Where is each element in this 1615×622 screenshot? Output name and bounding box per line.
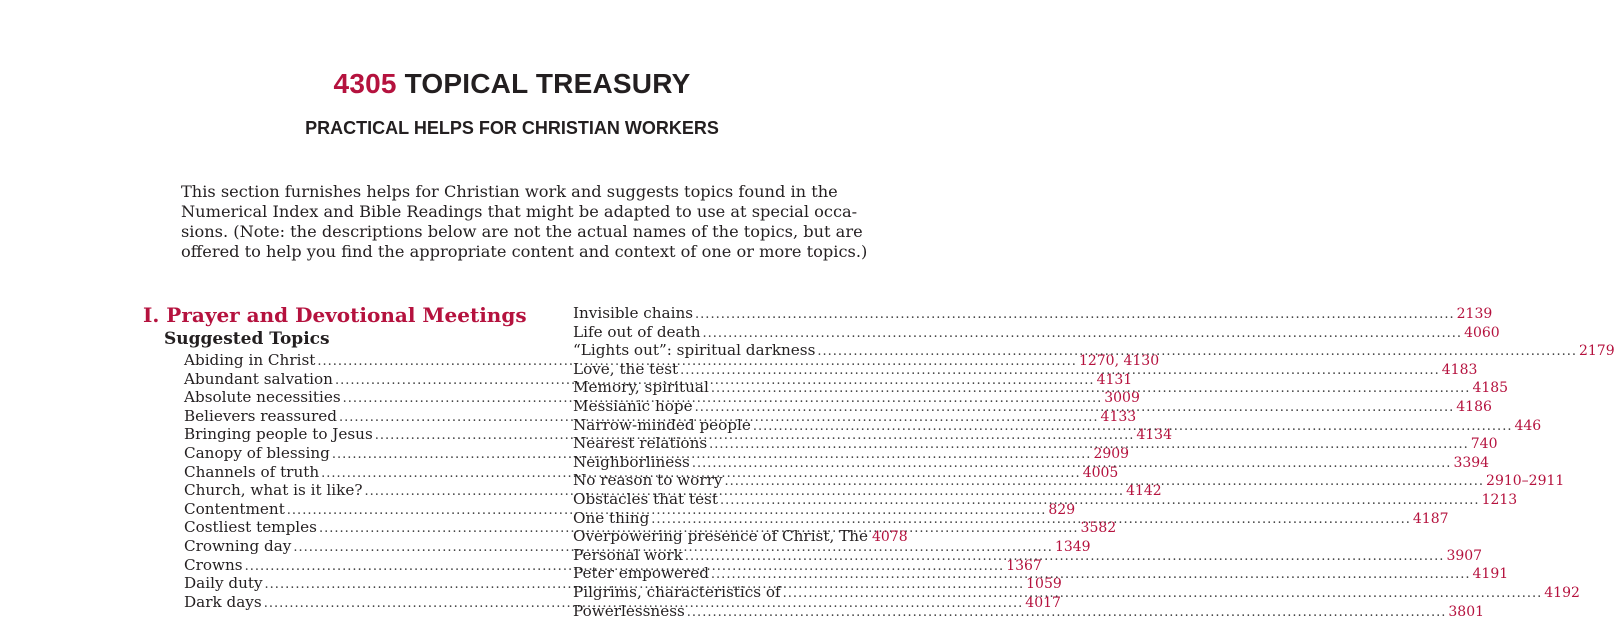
topic-reference: 4192 bbox=[1544, 584, 1580, 603]
topic-label: No reason to worry bbox=[573, 471, 722, 490]
intro-line: offered to help you find the appropriate content and context of one or more topics.) bbox=[181, 242, 857, 262]
topic-entry bbox=[573, 304, 896, 323]
topic-reference: 4186 bbox=[1456, 398, 1492, 417]
intro-line: sions. (Note: the descriptions below are not the actual names of the topics, but are bbox=[181, 222, 857, 242]
topic-entry bbox=[184, 537, 507, 556]
topic-label: Daily duty bbox=[184, 574, 263, 593]
topic-entry bbox=[573, 490, 896, 509]
topic-reference: 4017 bbox=[1025, 594, 1061, 613]
topic-reference: 3801 bbox=[1448, 603, 1484, 622]
topic-entry bbox=[573, 341, 896, 360]
topic-entry bbox=[573, 323, 896, 342]
dot-leader bbox=[724, 473, 1484, 492]
topic-entry bbox=[573, 546, 896, 565]
topic-label: Pilgrims, characteristics of bbox=[573, 583, 781, 602]
topic-reference: 4185 bbox=[1472, 379, 1508, 398]
suggested-topics-heading: Suggested Topics bbox=[164, 329, 330, 349]
dot-leader bbox=[711, 380, 1471, 399]
intro-line: This section furnishes helps for Christian work and suggests topics found in the bbox=[181, 182, 857, 202]
topic-entry bbox=[573, 564, 896, 583]
topic-entry bbox=[184, 444, 507, 463]
topic-reference: 2139 bbox=[1457, 305, 1493, 324]
topic-label: Crowns bbox=[184, 556, 243, 575]
topic-reference: 1367 bbox=[1006, 557, 1042, 576]
topic-label: Invisible chains bbox=[573, 304, 693, 323]
topic-reference: 1213 bbox=[1482, 491, 1518, 510]
dot-leader bbox=[817, 343, 1577, 362]
topic-entry bbox=[184, 593, 507, 612]
topic-entry bbox=[573, 583, 896, 602]
topic-reference: 740 bbox=[1471, 435, 1498, 454]
page-title bbox=[0, 68, 1024, 100]
topic-label: Messianic hope bbox=[573, 397, 693, 416]
topic-label: Believers reassured bbox=[184, 407, 337, 426]
section-number: 4305 bbox=[334, 68, 397, 99]
topic-reference: 4187 bbox=[1413, 510, 1449, 529]
topic-label: Nearest relations bbox=[573, 434, 707, 453]
topic-label: Obstacles that test bbox=[573, 490, 718, 509]
topic-reference: 2910–2911 bbox=[1486, 472, 1564, 491]
topic-label: Narrow-minded people bbox=[573, 416, 751, 435]
dot-leader bbox=[695, 306, 1455, 325]
topic-entry bbox=[184, 463, 507, 482]
topic-entry bbox=[573, 453, 896, 472]
topic-entry bbox=[184, 500, 507, 519]
topic-entry bbox=[184, 407, 507, 426]
dot-leader bbox=[692, 455, 1452, 474]
topic-reference: 4078 bbox=[872, 528, 908, 547]
topic-reference: 3394 bbox=[1453, 454, 1489, 473]
topic-reference: 3907 bbox=[1446, 547, 1482, 566]
topic-label: Life out of death bbox=[573, 323, 700, 342]
topic-list-left bbox=[184, 351, 507, 611]
topic-reference: 446 bbox=[1514, 417, 1541, 436]
dot-leader bbox=[709, 436, 1469, 455]
topic-entry bbox=[184, 425, 507, 444]
topic-label: Abiding in Christ bbox=[184, 351, 315, 370]
topic-label: “Lights out”: spiritual darkness bbox=[573, 341, 815, 360]
topic-entry bbox=[184, 481, 507, 500]
topic-reference: 2179 bbox=[1579, 342, 1615, 361]
topic-label: Absolute necessities bbox=[184, 388, 341, 407]
topic-label: Overpowering presence of Christ, The bbox=[573, 527, 868, 546]
dot-leader bbox=[702, 325, 1462, 344]
topic-entry bbox=[184, 556, 507, 575]
page-subtitle: PRACTICAL HELPS FOR CHRISTIAN WORKERS bbox=[0, 118, 1024, 139]
topic-label: Bringing people to Jesus bbox=[184, 425, 373, 444]
topic-label: Powerlessness bbox=[573, 602, 685, 621]
dot-leader bbox=[685, 548, 1445, 567]
dot-leader bbox=[720, 492, 1480, 511]
topic-label: Personal work bbox=[573, 546, 683, 565]
topic-reference: 829 bbox=[1048, 501, 1075, 520]
intro-line: Numerical Index and Bible Readings that might be adapted to use at special occa- bbox=[181, 202, 857, 222]
topic-list-right bbox=[573, 304, 896, 620]
topic-entry bbox=[573, 527, 896, 546]
topic-label: Church, what is it like? bbox=[184, 481, 362, 500]
topic-reference: 2909 bbox=[1093, 445, 1129, 464]
topic-reference: 4134 bbox=[1136, 426, 1172, 445]
dot-leader bbox=[695, 399, 1455, 418]
topic-label: Contentment bbox=[184, 500, 285, 519]
dot-leader bbox=[783, 585, 1543, 604]
topic-entry bbox=[573, 471, 896, 490]
topic-label: Canopy of blessing bbox=[184, 444, 330, 463]
topic-entry bbox=[573, 602, 896, 621]
dot-leader bbox=[711, 566, 1471, 585]
topic-label: Neighborliness bbox=[573, 453, 690, 472]
topic-reference: 4142 bbox=[1126, 482, 1162, 501]
topic-label: One thing bbox=[573, 509, 649, 528]
topic-reference: 3009 bbox=[1104, 389, 1140, 408]
topic-reference: 3582 bbox=[1081, 519, 1117, 538]
topic-reference: 4133 bbox=[1101, 408, 1137, 427]
topic-entry bbox=[573, 360, 896, 379]
topic-reference: 1270, 4130 bbox=[1079, 352, 1159, 371]
topic-label: Channels of truth bbox=[184, 463, 319, 482]
topic-entry bbox=[184, 351, 507, 370]
topic-entry bbox=[184, 370, 507, 389]
topic-reference: 4060 bbox=[1464, 324, 1500, 343]
topic-entry bbox=[573, 378, 896, 397]
dot-leader bbox=[753, 418, 1513, 437]
topic-entry bbox=[573, 434, 896, 453]
topic-entry bbox=[573, 397, 896, 416]
topic-label: Costliest temples bbox=[184, 518, 317, 537]
topic-entry bbox=[573, 509, 896, 528]
dot-leader bbox=[687, 604, 1447, 622]
topic-entry bbox=[184, 518, 507, 537]
topic-label: Crowning day bbox=[184, 537, 291, 556]
topic-reference: 4183 bbox=[1442, 361, 1478, 380]
topic-label: Love, the test bbox=[573, 360, 678, 379]
topic-entry bbox=[184, 574, 507, 593]
topic-reference: 4191 bbox=[1473, 565, 1509, 584]
title-text: TOPICAL TREASURY bbox=[405, 68, 691, 99]
topic-label: Peter empowered bbox=[573, 564, 709, 583]
topic-reference: 1059 bbox=[1026, 575, 1062, 594]
topic-label: Abundant salvation bbox=[184, 370, 333, 389]
dot-leader bbox=[680, 362, 1440, 381]
topic-entry bbox=[573, 416, 896, 435]
topic-label: Memory, spiritual bbox=[573, 378, 709, 397]
section-heading: I. Prayer and Devotional Meetings bbox=[143, 303, 527, 327]
intro-paragraph bbox=[181, 182, 857, 262]
topic-reference: 1349 bbox=[1055, 538, 1091, 557]
topic-reference: 4005 bbox=[1083, 464, 1119, 483]
topic-label: Dark days bbox=[184, 593, 262, 612]
topic-entry bbox=[184, 388, 507, 407]
topic-reference: 4131 bbox=[1097, 371, 1133, 390]
